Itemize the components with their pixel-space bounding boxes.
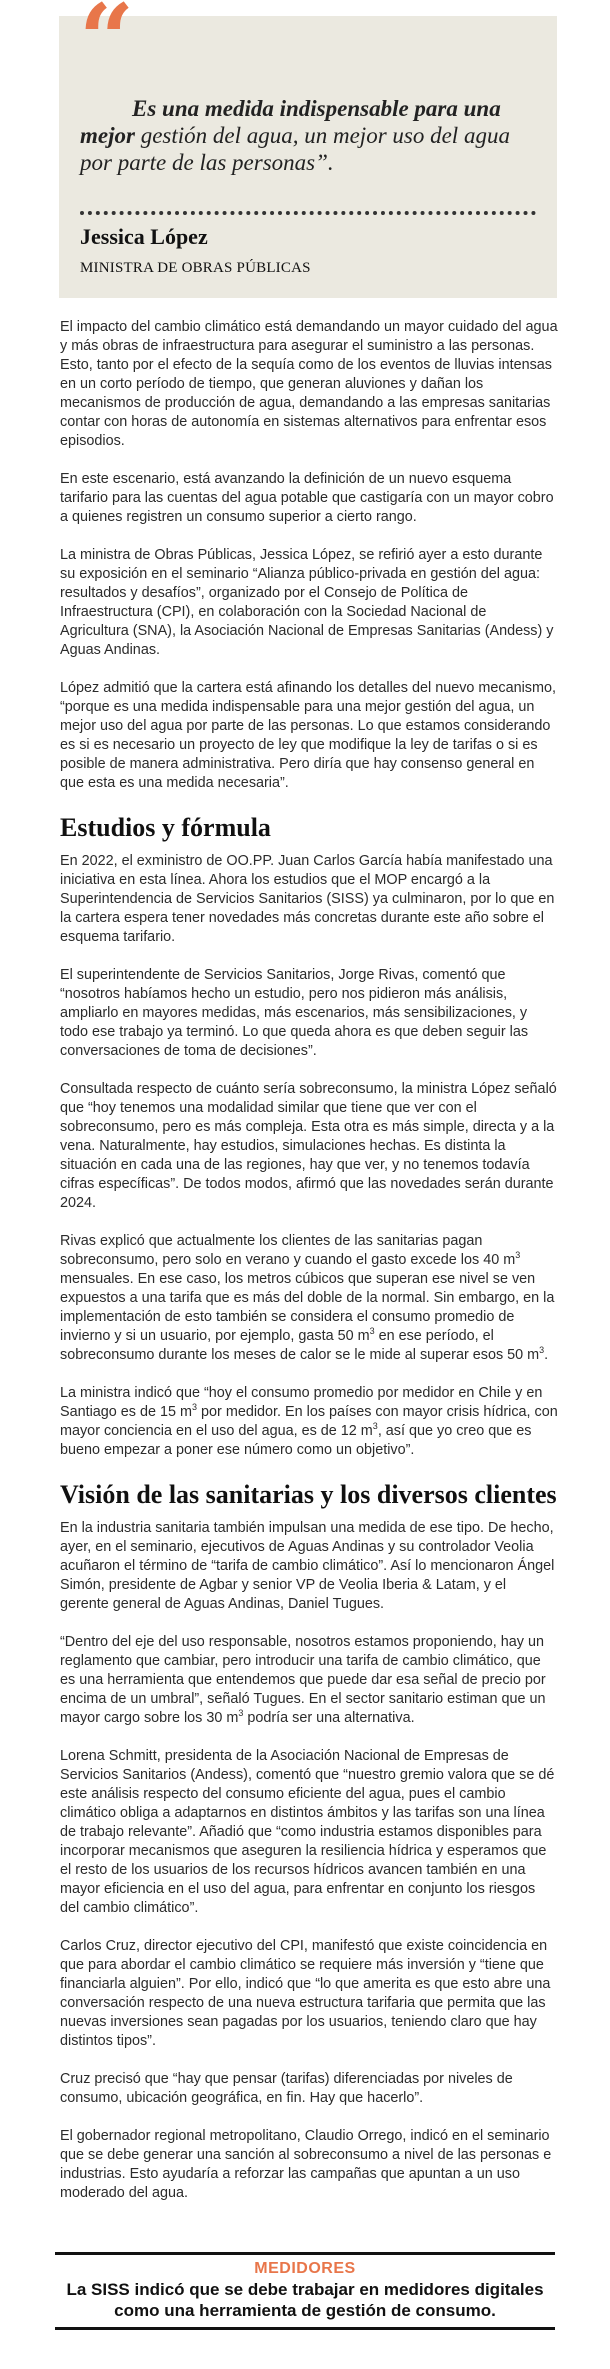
paragraph: Cruz precisó que “hay que pensar (tarifas) diferenciadas por niveles de consumo, ubicación geográfica, en fin. Hay que hacerlo”. (60, 2071, 513, 2106)
pull-quote-box (59, 0, 557, 298)
highlight-box (55, 2252, 555, 2330)
paragraph: El gobernador regional metropolitano, Claudio Orrego, indicó en el seminario que se debe generar una sanción al sobreconsumo a nivel de las personas e industrias. Esto ayudaría a reforzar las campañas que apuntan a un uso moderado del agua. (60, 2128, 552, 2201)
pull-quote-normal: gestión del agua, un mejor uso del agua por parte de las personas”. (80, 123, 510, 175)
superscript: 3 (192, 1402, 198, 1413)
text-run: en ese período, el sobreconsumo durante los meses de calor se le mide al superar esos 50 m (60, 1328, 540, 1363)
text-run: , así que yo creo que es bueno empezar a poner ese número como un objetivo”. (60, 1423, 532, 1458)
section-heading: Estudios y fórmula (60, 813, 271, 842)
paragraph (60, 1633, 558, 1728)
paragraph (60, 1384, 558, 1460)
quote-mark-icon: “ (79, 0, 135, 96)
paragraph: La ministra de Obras Públicas, Jessica López, se refirió ayer a esto durante su exposición en el seminario “Alianza público-privada en gestión del agua: resultados y desafíos”, organizado por el Consejo de Política de Infraestructura (CPI), en colaboración con la Sociedad Nacional de Agricultura (SNA), la Asociación Nacional de Empresas Sanitarias (Andess) y Aguas Andinas. (60, 547, 554, 658)
paragraph: Consultada respecto de cuánto sería sobreconsumo, la ministra López señaló que “hoy tenemos una modalidad similar que tiene que ver con el sobreconsumo, pero es más compleja. Esta otra es más simple, directa y a la vena. Naturalmente, hay estudios, simulaciones hechas. Es distinta la situación en cada una de las regiones, hay que ver, y no tenemos todavía cifras específicas”. De todos modos, afirmó que las novedades serán durante 2024. (60, 1081, 557, 1211)
text-run: “Dentro del eje del uso responsable, nosotros estamos proponiendo, hay un reglamento que cambiar, pero introducir una tarifa de cambio climático, que es una herramienta que entendemos que puede dar esa señal de precio por encima de un umbral”, señaló Tugues. En el sector sanitario estiman que un mayor cargo sobre los 30 m (60, 1634, 546, 1726)
pull-quote-bold: Es una medida indispensable para una mejor (80, 96, 501, 148)
quote-author-role: MINISTRA DE OBRAS PÚBLICAS (80, 260, 311, 276)
text-run: mensuales. En ese caso, los metros cúbicos que superan ese nivel se ven expuestos a una tarifa que es más del doble de la normal. Sin embargo, en la implementación de esto también se considera el consumo promedio de invierno y si un usuario, por ejemplo, gasta 50 m (60, 1271, 555, 1344)
highlight-kicker: MEDIDORES (254, 2260, 356, 2277)
superscript: 3 (372, 1421, 378, 1432)
highlight-text: La SISS indicó que se debe trabajar en medidores digitales como una herramienta de gestión de consumo. (66, 2280, 544, 2320)
paragraph: En la industria sanitaria también impulsan una medida de ese tipo. De hecho, ayer, en el seminario, ejecutivos de Aguas Andinas y su controlador Veolia acuñaron el término de “tarifa de cambio climático”. Así lo mencionaron Ángel Simón, presidente de Agbar y senior VP de Veolia Iberia & Latam, y el gerente general de Aguas Andinas, Daniel Tugues. (60, 1520, 555, 1612)
text-run: podría ser una alternativa. (243, 1710, 415, 1726)
text-run: por medidor. En los países con mayor crisis hídrica, con mayor conciencia en el uso del agua, es de 12 m (60, 1404, 558, 1439)
superscript: 3 (369, 1326, 375, 1337)
paragraph: López admitió que la cartera está afinando los detalles del nuevo mecanismo, “porque es una medida indispensable para una mejor gestión del agua, un mejor uso del agua por parte de las personas. Lo que estamos considerando es si es necesario un proyecto de ley que modifique la ley de tarifas o si es posible de manera administrativa. Pero diría que hay consenso general en que esta es una medida necesaria”. (60, 680, 556, 791)
text-run: Rivas explicó que actualmente los clientes de las sanitarias pagan sobreconsumo, pero solo en verano y cuando el gasto excede los 40 m (60, 1233, 516, 1268)
section-heading: Visión de las sanitarias y los diversos clientes (60, 1480, 557, 1509)
text-run: . (544, 1347, 549, 1363)
dotted-divider (80, 211, 536, 215)
quote-author: Jessica López (80, 224, 208, 249)
paragraph: En 2022, el exministro de OO.PP. Juan Carlos García había manifestado una iniciativa en esta línea. Ahora los estudios que el MOP encargó a la Superintendencia de Servicios Sanitarios (SISS) ya culminaron, por lo que en la cartera espera tener novedades más concretas durante este año sobre el esquema tarifario. (60, 853, 555, 945)
superscript: 3 (515, 1250, 521, 1261)
text-run: La ministra indicó que “hoy el consumo promedio por medidor en Chile y en Santiago es de 15 m (60, 1385, 543, 1420)
superscript: 3 (238, 1708, 244, 1719)
pull-quote-text (80, 95, 538, 176)
paragraph: Carlos Cruz, director ejecutivo del CPI, manifestó que existe coincidencia en que para abordar el cambio climático se requiere más inversión y “tiene que financiarla alguien”. Por ello, indicó que “lo que amerita es que esto abre una conversación respecto de una nueva estructura tarifaria que permita que las nuevas inversiones sean pagadas por los usuarios, teniendo claro que hay distintos tipos”. (60, 1938, 551, 2049)
paragraph: En este escenario, está avanzando la definición de un nuevo esquema tarifario para las cuentas del agua potable que castigaría con un mayor cobro a quienes registren un consumo superior a cierto rango. (60, 471, 554, 525)
superscript: 3 (539, 1345, 545, 1356)
paragraph: El impacto del cambio climático está demandando un mayor cuidado del agua y más obras de infraestructura para asegurar el suministro a las personas. Esto, tanto por el efecto de la sequía como de los eventos de lluvias intensas en un corto período de tiempo, que generan aluviones y dañan los mecanismos de producción de agua, demandando a las empresas sanitarias contar con horas de autonomía en sistemas alternativos para enfrentar esos episodios. (60, 319, 558, 449)
paragraph: El superintendente de Servicios Sanitarios, Jorge Rivas, comentó que “nosotros habíamos hecho un estudio, pero nos pidieron más análisis, ampliarlo en mayores medidas, más escenarios, más sensibilizaciones, y todo ese trabajo ya terminó. Lo que queda ahora es que deben seguir las conversaciones de toma de decisiones”. (60, 967, 529, 1059)
paragraph: Lorena Schmitt, presidenta de la Asociación Nacional de Empresas de Servicios Sanitarios (Andess), comentó que “nuestro gremio valora que se dé este análisis respecto del consumo eficiente del agua, pues el cambio climático obliga a adaptarnos en distintos ámbitos y las tarifas son una línea de trabajo relevante”. Añadió que “como industria estamos disponibles para incorporar mecanismos que aseguren la resiliencia hídrica y esperamos que el resto de los usuarios de los recursos hídricos avancen también en una mayor eficiencia en el uso del agua, para enfrentar en conjunto los riesgos del cambio climático”. (60, 1748, 555, 1916)
article-body (60, 318, 558, 2222)
paragraph (60, 1232, 558, 1365)
